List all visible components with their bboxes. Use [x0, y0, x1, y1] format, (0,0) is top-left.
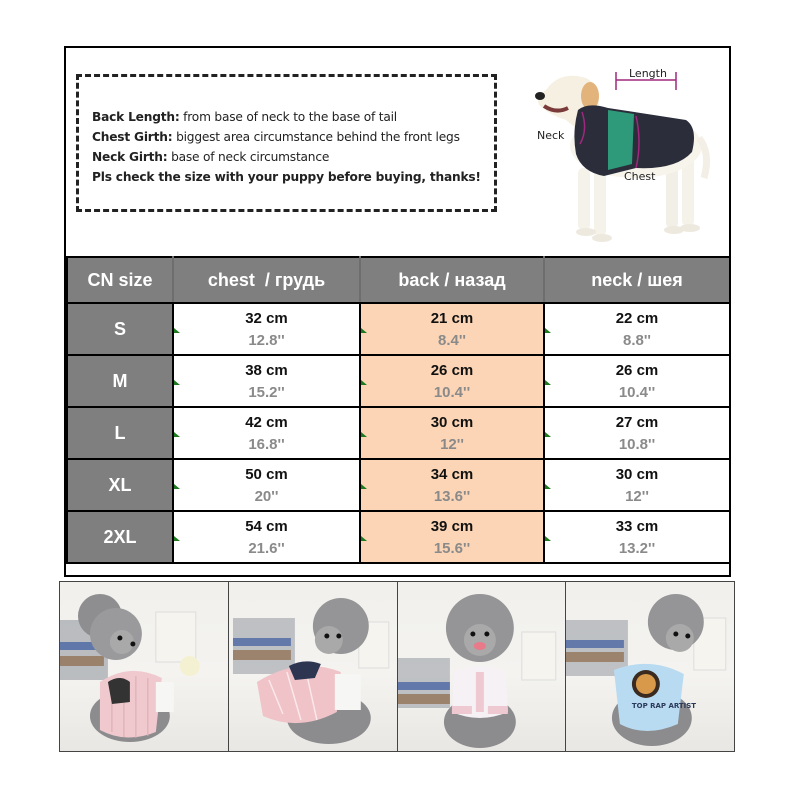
comment-marker-icon [545, 484, 551, 489]
chest-cell: 50 cm 20'' [173, 459, 360, 511]
product-photo-2 [229, 582, 397, 751]
header-chest: chest / грудь [173, 257, 360, 303]
table-row [67, 459, 730, 511]
comment-marker-icon [361, 328, 367, 333]
svg-text:TOP RAP ARTIST: TOP RAP ARTIST [632, 701, 697, 711]
instruction-check-size-note: Pls check the size with your puppy before buying, thanks! [92, 170, 481, 184]
comment-marker-icon [174, 432, 180, 437]
size-label: M [67, 355, 173, 407]
comment-marker-icon [361, 484, 367, 489]
back-cell: 26 cm 10.4'' [360, 355, 544, 407]
dog-in-vest-icon [516, 58, 716, 248]
length-label: Length [629, 67, 667, 80]
instruction-back-length: Back Length: from base of neck to the base of tail [92, 110, 397, 124]
back-cell: 34 cm 13.6'' [360, 459, 544, 511]
product-photo-3 [398, 582, 566, 751]
comment-marker-icon [174, 328, 180, 333]
measurement-info-area [66, 48, 729, 256]
size-chart-frame [64, 46, 731, 577]
comment-marker-icon [361, 380, 367, 385]
instruction-neck-girth: Neck Girth: base of neck circumstance [92, 150, 330, 164]
comment-marker-icon [174, 484, 180, 489]
poodle-blue-shirt-icon [566, 582, 734, 751]
table-row [67, 303, 730, 355]
size-label: 2XL [67, 511, 173, 563]
poodle-pink-shirt-icon [60, 582, 228, 751]
table-row [67, 407, 730, 459]
comment-marker-icon [545, 536, 551, 541]
chest-cell: 32 cm 12.8'' [173, 303, 360, 355]
neck-cell: 30 cm 12'' [544, 459, 730, 511]
neck-label: Neck [537, 129, 565, 142]
neck-cell: 22 cm 8.8'' [544, 303, 730, 355]
product-photo-strip [59, 581, 735, 752]
size-label: L [67, 407, 173, 459]
poodle-pink-shirt-back-icon [229, 582, 397, 751]
comment-marker-icon [545, 380, 551, 385]
size-label: S [67, 303, 173, 355]
comment-marker-icon [174, 536, 180, 541]
instruction-chest-girth: Chest Girth: biggest area circumstance behind the front legs [92, 130, 460, 144]
size-label: XL [67, 459, 173, 511]
comment-marker-icon [545, 432, 551, 437]
product-photo-1 [60, 582, 228, 751]
poodle-white-jacket-icon [398, 582, 566, 751]
product-photo-4 [566, 582, 734, 751]
neck-cell: 27 cm 10.8'' [544, 407, 730, 459]
table-header-row [67, 257, 730, 303]
dog-measurement-diagram [516, 58, 716, 248]
chest-cell: 54 cm 21.6'' [173, 511, 360, 563]
measurement-instructions-box [76, 74, 497, 212]
header-cn-size: CN size [67, 257, 173, 303]
header-neck: neck / шея [544, 257, 730, 303]
header-back: back / назад [360, 257, 544, 303]
table-row [67, 355, 730, 407]
comment-marker-icon [545, 328, 551, 333]
size-chart-table [66, 256, 731, 564]
neck-cell: 33 cm 13.2'' [544, 511, 730, 563]
chest-label: Chest [624, 170, 656, 183]
comment-marker-icon [174, 380, 180, 385]
back-cell: 30 cm 12'' [360, 407, 544, 459]
neck-cell: 26 cm 10.4'' [544, 355, 730, 407]
comment-marker-icon [361, 536, 367, 541]
comment-marker-icon [361, 432, 367, 437]
table-row [67, 511, 730, 563]
back-cell: 39 cm 15.6'' [360, 511, 544, 563]
chest-cell: 38 cm 15.2'' [173, 355, 360, 407]
back-cell: 21 cm 8.4'' [360, 303, 544, 355]
chest-cell: 42 cm 16.8'' [173, 407, 360, 459]
